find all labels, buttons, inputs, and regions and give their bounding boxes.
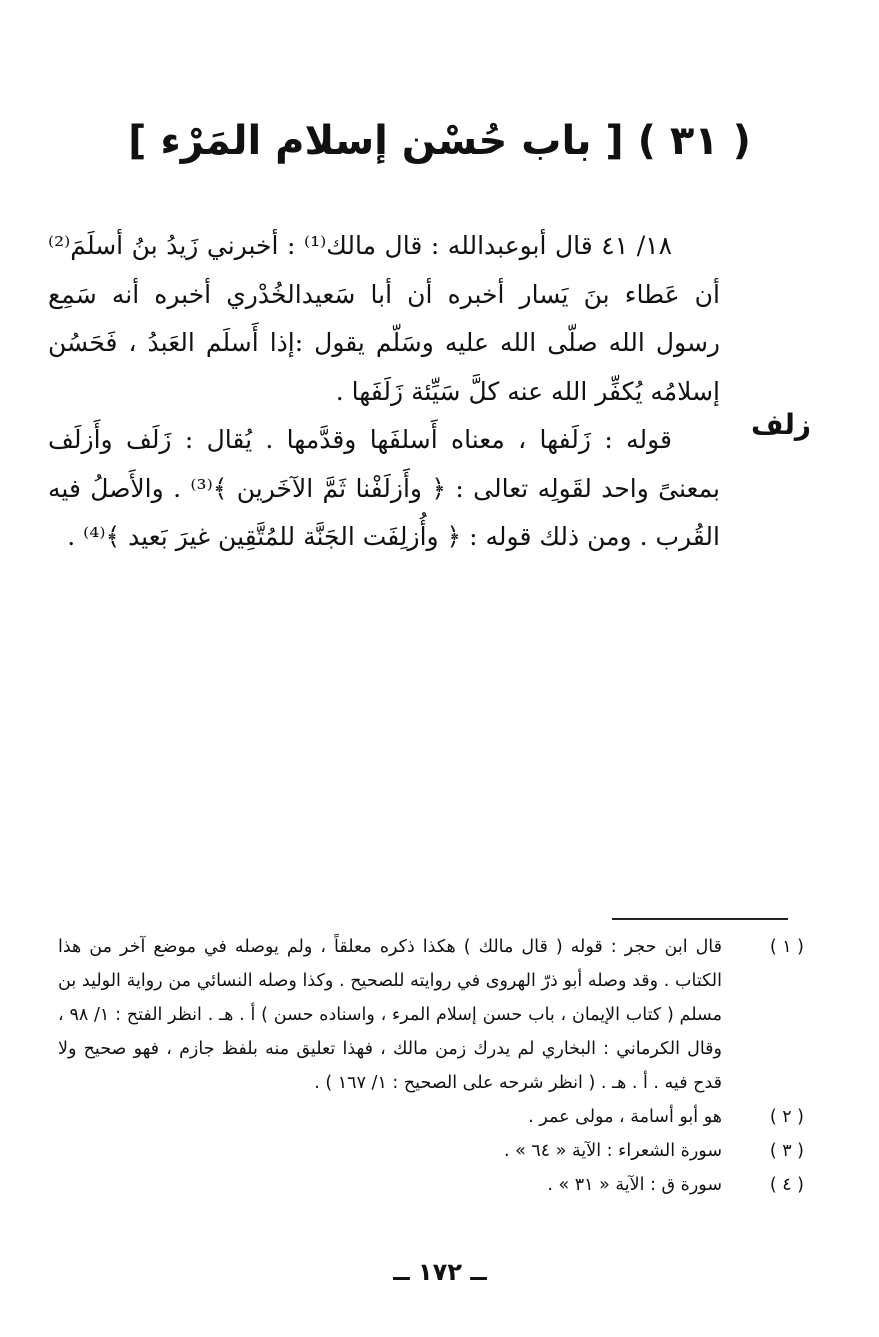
footnote-number: ( ١ ) [769,937,804,957]
footnote-item [58,1168,804,1202]
commentary-paragraph [48,416,720,562]
chapter-title: ( ٣١ ) [ باب حُسْن إسلام المَرْء ] [128,118,751,164]
footnotes [58,930,804,1202]
page-number: ــ ١٧٢ ــ [393,1258,487,1286]
margin-keyword: زلف [751,408,811,441]
footnote-text: قال ابن حجر : قوله ( قال مالك ) هكذا ذكره معلقاً ، ولم يوصله في موضع آخر من هذا الكتاب . وقد وصله أبو ذرّ الهروى في روايته للصحيح . وكذا وصله النسائي من رواية الوليد بن مسلم ( كتاب الإيمان ، باب حسن إسلام المرء ، واسناده حسن ) أ . هـ . انظر الفتح : ١/ ٩٨ ، وقال الكرماني : البخاري لم يدرك زمن مالك ، فهذا تعليق منه بلفظ جازم ، فهو صحيح ولا قدح فيه . أ . هـ . ( انظر شرحه على الصحيح : ١/ ١٦٧ ) . [58,937,722,1093]
footnote-item [58,930,804,1100]
footnote-number: ( ٢ ) [769,1107,804,1127]
footnote-text: سورة ق : الآية « ٣١ » . [547,1175,722,1195]
footnote-text: سورة الشعراء : الآية « ٦٤ » . [503,1141,722,1161]
hadith-paragraph [48,222,720,416]
hadith-text: ١٨/ ٤١ قال أبوعبدالله : قال مالك⁽¹⁾ : أخبرني زَيدُ بنُ أسلَمَ⁽²⁾أن عَطاء بنَ يَسار أخبره أن أبا سَعيدالخُدْري أخبره أنه سَمِع رسول الله صلّى الله عليه وسَلّم يقول :إذا أَسلَم العَبدُ ، فَحَسُن إسلامُه يُكفِّر الله عنه كلَّ سَيِّئة زَلَفَها . [48,231,720,406]
footnote-item [58,1134,804,1168]
footnote-divider [612,918,788,920]
footnote-number: ( ٤ ) [769,1175,804,1195]
footnote-number: ( ٣ ) [769,1141,804,1161]
footnote-item [58,1100,804,1134]
footnote-text: هو أبو أسامة ، مولى عمر . [528,1107,722,1127]
main-text [48,222,720,562]
commentary-text: قوله : زَلَفها ، معناه أَسلفَها وقدَّمها . يُقال : زَلَف وأَزلَف بمعنىً واحد لقَولِه تعالى : ﴿ وأَزلَفْنا ثَمَّ الآخَرين ﴾⁽³⁾ . والأَصلُ فيه القُرب . ومن ذلك قوله : ﴿ وأُزلِفَت الجَنَّة للمُتَّقِين غيرَ بَعيد ﴾⁽⁴⁾ . [48,425,721,551]
